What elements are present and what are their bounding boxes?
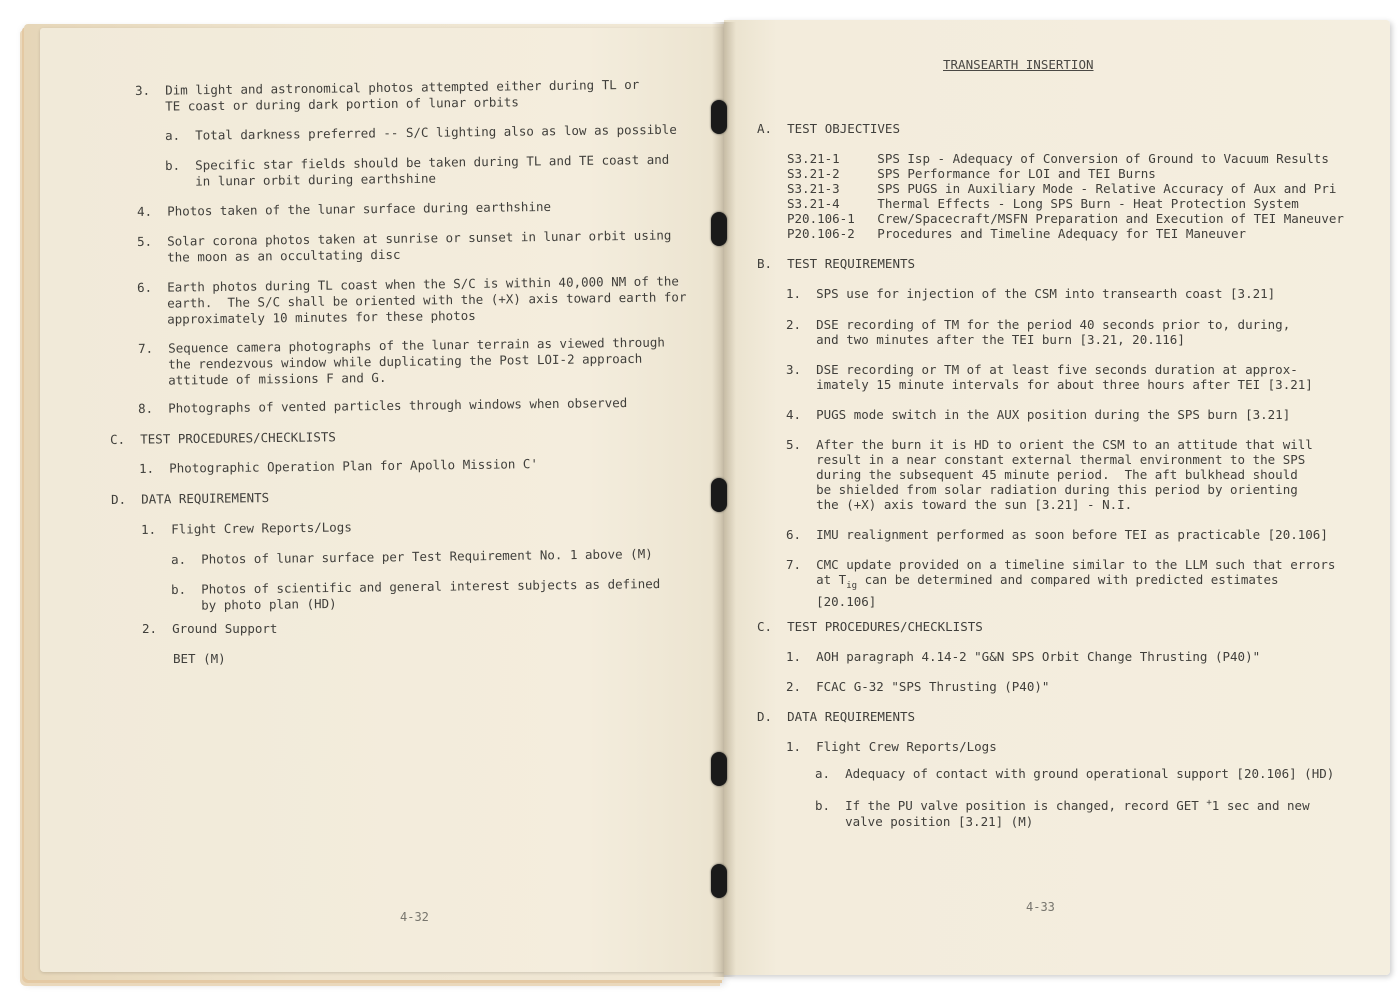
- section-d-item-2-value: BET (M): [173, 651, 226, 666]
- objective-s3-21-2: S3.21-2 SPS Performance for LOI and TEI Burns: [787, 166, 1156, 181]
- item-7-line-3: attitude of missions F and G.: [138, 369, 387, 388]
- data-req-1a: a. Adequacy of contact with ground operational support [20.106] (HD): [815, 766, 1335, 781]
- objective-s3-21-4: S3.21-4 Thermal Effects - Long SPS Burn - Heat Protection System: [787, 196, 1299, 211]
- section-d-item-2: 2. Ground Support: [142, 621, 278, 636]
- requirement-5-line-1: 5. After the burn it is HD to orient the CSM to an attitude that will: [786, 437, 1313, 452]
- item-5-line-1: 5. Solar corona photos taken at sunrise or sunset in lunar orbit using: [137, 227, 672, 249]
- objective-p20-106-1: P20.106-1 Crew/Spacecraft/MSFN Preparation and Execution of TEI Maneuver: [787, 211, 1344, 226]
- requirement-5-line-3: during the subsequent 45 minute period. The aft bulkhead should: [786, 467, 1298, 482]
- section-d-item-1b-line-2: by photo plan (HD): [171, 595, 337, 613]
- requirement-7-line-2: [786, 572, 1279, 591]
- requirement-6: 6. IMU realignment performed as soon before TEI as practicable [20.106]: [786, 527, 1328, 542]
- item-3b-line-2: in lunar orbit during earthshine: [165, 170, 437, 189]
- item-6-line-2: earth. The S/C shall be oriented with the (+X) axis toward earth for: [137, 289, 687, 311]
- subscript-ig: ig: [846, 581, 858, 591]
- section-c-heading-right: C. TEST PROCEDURES/CHECKLISTS: [757, 619, 983, 634]
- requirement-1: 1. SPS use for injection of the CSM into transearth coast [3.21]: [786, 286, 1276, 301]
- requirement-2-line-1: 2. DSE recording of TM for the period 40 seconds prior to, during,: [786, 317, 1291, 332]
- requirement-7-line-3: [20.106]: [786, 594, 877, 609]
- section-d-item-1: 1. Flight Crew Reports/Logs: [141, 519, 352, 537]
- data-req-1: 1. Flight Crew Reports/Logs: [786, 739, 997, 754]
- page-number-left: 4-32: [400, 910, 429, 924]
- procedure-2: 2. FCAC G-32 "SPS Thrusting (P40)": [786, 679, 1050, 694]
- section-d-item-1b-line-1: b. Photos of scientific and general interest subjects as defined: [171, 576, 661, 597]
- page-title: TRANSEARTH INSERTION: [943, 57, 1094, 72]
- section-b-heading: B. TEST REQUIREMENTS: [757, 256, 916, 271]
- procedure-1: 1. AOH paragraph 4.14-2 "G&N SPS Orbit Change Thrusting (P40)": [786, 649, 1261, 664]
- item-3a: a. Total darkness preferred -- S/C lighting also as low as possible: [165, 121, 677, 143]
- item-4: 4. Photos taken of the lunar surface during earthshine: [137, 198, 552, 219]
- requirement-7-line-1: 7. CMC update provided on a timeline similar to the LLM such that errors: [786, 557, 1336, 572]
- item-7-line-2: the rendezvous window while duplicating the Post LOI-2 approach: [138, 350, 643, 372]
- requirement-3-line-2: imately 15 minute intervals for about three hours after TEI [3.21]: [786, 377, 1313, 392]
- objective-s3-21-1: S3.21-1 SPS Isp - Adequacy of Conversion of Ground to Vacuum Results: [787, 151, 1329, 166]
- binder-hole: [711, 752, 727, 786]
- data-req-1b-line-2: valve position [3.21] (M): [815, 814, 1034, 829]
- section-d-item-1a: a. Photos of lunar surface per Test Requirement No. 1 above (M): [171, 546, 653, 567]
- requirement-5-line-5: the (+X) axis toward the sun [3.21] - N.I.: [786, 497, 1133, 512]
- requirement-7-line-2-start: at T: [786, 572, 847, 587]
- requirement-5-line-2: result in a near constant external thermal environment to the SPS: [786, 452, 1306, 467]
- binder-hole: [711, 100, 727, 134]
- plus-minus-sign: +: [1206, 798, 1212, 808]
- data-req-1b-line-1-start: b. If the PU valve position is changed, record GET: [815, 798, 1207, 813]
- requirement-5-line-4: be shielded from solar radiation during this period by orienting: [786, 482, 1298, 497]
- item-3-line-2: TE coast or during dark portion of lunar orbits: [135, 94, 519, 114]
- item-6-line-3: approximately 10 minutes for these photos: [137, 307, 476, 327]
- page-number-right: 4-33: [1026, 900, 1055, 914]
- objective-s3-21-3: S3.21-3 SPS PUGS in Auxiliary Mode - Relative Accuracy of Aux and Pri: [787, 181, 1337, 196]
- item-8: 8. Photographs of vented particles through windows when observed: [138, 395, 628, 416]
- item-7-line-1: 7. Sequence camera photographs of the lunar terrain as viewed through: [138, 334, 665, 356]
- item-3-line-1: 3. Dim light and astronomical photos attempted either during TL or: [135, 76, 640, 98]
- section-c-heading: C. TEST PROCEDURES/CHECKLISTS: [110, 429, 336, 447]
- binder-hole: [711, 212, 727, 246]
- binder-hole: [711, 864, 727, 898]
- section-a-heading: A. TEST OBJECTIVES: [757, 121, 900, 136]
- binder-hole: [711, 478, 727, 512]
- data-req-1b-line-1-end: 1 sec and new: [1211, 798, 1310, 813]
- data-req-1b-line-1: [815, 798, 1310, 813]
- item-6-line-1: 6. Earth photos during TL coast when the S/C is within 40,000 NM of the: [137, 273, 680, 295]
- section-d-heading-right: D. DATA REQUIREMENTS: [757, 709, 916, 724]
- section-c-item-1: 1. Photographic Operation Plan for Apollo Mission C': [139, 456, 539, 476]
- section-d-heading: D. DATA REQUIREMENTS: [111, 490, 270, 507]
- objective-p20-106-2: P20.106-2 Procedures and Timeline Adequacy for TEI Maneuver: [787, 226, 1247, 241]
- requirement-2-line-2: and two minutes after the TEI burn [3.21, 20.116]: [786, 332, 1185, 347]
- requirement-4: 4. PUGS mode switch in the AUX position during the SPS burn [3.21]: [786, 407, 1291, 422]
- requirement-3-line-1: 3. DSE recording or TM of at least five seconds duration at approx-: [786, 362, 1298, 377]
- requirement-7-line-2-end: can be determined and compared with predicted estimates: [857, 572, 1279, 587]
- item-5-line-2: the moon as an occultating disc: [137, 246, 401, 265]
- item-3b-line-1: b. Specific star fields should be taken during TL and TE coast and: [165, 151, 670, 173]
